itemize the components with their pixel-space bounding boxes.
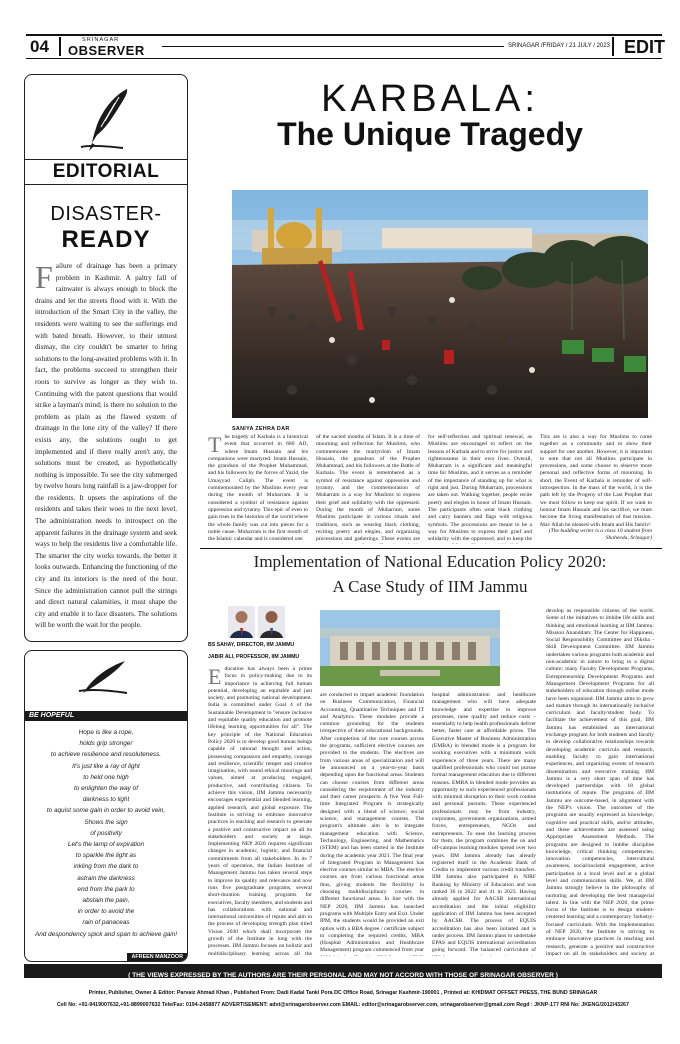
karbala-headline-main: The Unique Tragedy: [277, 116, 583, 152]
poem-line: And despondency spick and span to achieve gain!: [34, 930, 178, 938]
poem-line: end from the park to: [77, 885, 135, 893]
poem-line: It's just like a ray of light: [72, 762, 140, 770]
poem-line: astrain the darkness: [77, 874, 135, 882]
masthead: [26, 34, 666, 60]
karbala-col1: The tragedy of Karbala is a historical event that occurred in 680 AD, where Imam Hussain and his companions were martyred. Imam Hussain, the grandson of the Prophet Muhammad, and his followers by the forces of Yazid, the Umayyad Caliph. The event is commemorated by the Muslims every year during the month of Muharram. It is considered a symbol of resistance against oppression and tyranny. This epic of even to gain rises in the histories of the world where the whole family was cut into pieces for a noble cause. Muharram is the first month of the Islamic calendar and is considered one: [208, 434, 308, 543]
karbala-col2: of the sacred months of Islam. It is a time of mourning and reflection for Muslims, who commemorate the martyrdom of Imam Hussain, the grandson of the Prophet Muhammad, and his followers at the Battle of Karbala. The event is remembered as a symbol of resistance against oppression and tyranny, and the commemoration of Muharram is a way for Muslims to express their grief and solidarity with the oppressed. During the month of Muharram, some Muslims participate in various rituals and traditions, such as wearing black clothing, reciting poetry and elegies, and organizing processions and gatherings. These events are: [316, 434, 420, 543]
poem-label: BE HOPEFUL: [29, 712, 75, 719]
footer-line-1: Printer, Publisher, Owner & Editor: Parvaiz Ahmad Khan , Published From: Dadi Kadal Tanki Pora DC Office Road, Srinagar Kashmir-190001 , Printed at: KHIDMAT OFFSET PRESS, THE BUND SRINAGAR: [88, 990, 598, 996]
nep-col3: hospital administration and healthcare management who will have adequate knowledge and expertise to improve processes, raise quality and reduce costs – essentially to help health professionals deliver better, faster care at affordable prices. The Executive Master of Business Administration (EMBA) in blended mode is a program for working executives with a minimum work experience of three years. There are many qualified professionals who could not pursue formal management education due to different reasons. EMBA in blended mode provides an opportunity to such experienced professionals with minimal disruption to their work routine and personal pursuits. These experienced professionals may be from industry, corporates, government organizations, armed forces, entrepreneurs, NGOs and entrepreneurs. To ease the learning process for them, the program combines the on and off-campus learning modules spread over two years. IIM Jammu already has already registered itself in the Academic Bank of Credits to implement various credit transfers. IIM Jammu also participated in NIRF Ranking by Ministry of Education and was ranked 36 in 2022 and 41 in 2023. Having already applied for AACSB international accreditation and the initial eligibility application of IIM Jammu has been accepted by AACSB. The process of EQUIS accreditation has also been initiated and is under process. IIM Jammu plans to undertake EPAS and EQUIS international accreditation going forward. The balanced curriculum of: [432, 692, 536, 954]
poem-line: Hope is like a rope,: [78, 729, 134, 736]
footer-line-2: Cell No: +91-9419007632,+91-8899007632 Tele/Fax: 0194-2458877 ADVERTISEMENT: advt@srinagarobserver.com EMAIL: editor@srinagarobserver.com, srinagarobserver@gmail.com Regd : JKNP-177 RNI No: JKENG/2012/43267: [57, 1002, 629, 1008]
pen-icon: [75, 85, 135, 153]
editorial-box: [24, 74, 188, 642]
poem-box: [24, 650, 188, 962]
dateline: SRINAGAR /FRIDAY / 21 JULY / 2023: [508, 43, 610, 49]
editorial-label: EDITORIAL: [25, 159, 187, 185]
poem-line: to aquist some gain in order to avoid vein,: [46, 807, 166, 815]
disclaimer-bar: [24, 964, 662, 978]
editorial-drop-cap: F: [35, 261, 53, 295]
section-label: EDIT: [624, 37, 666, 57]
editorial-body: Failure of drainage has been a primary problem in Kashmir. A paltry fall of rainwater is always enough to block the drains and let the streets flood with it. With the introduction of the Smart City in the valley, the residents were waiting to see the sufferings end with bated breath. However, to their utmost dismay, the city couldn't be smarter to bring solutions to the long-awaited problems with it. In fact, the problems succeed to strengthen their roots to survive as longer as they wish to. Continuing with the patent questions that would strike a layman's mind; is there no solution to the problem as plain as the flawed system of drainage in the lone city of the valley? If there exists any, the solutions ought to get implemented and if there really aren't any, the solutions must be created, as hypothetically nothing is impossible. To see the city submerged by twelve hours long rainfall is a jaw-dropper for the residents. It upsets the aspirations of the residents and takes their woes to the next level. The administration needs to introspect on the apparent failures in the drainage system and seek ways to help the residents live a comfortable life. The smarter the city works towards, the better it looks outwards. Enhancing the functioning of the city and its interiors is the need of the hour. Since the administration cannot pull the strings and direct natural calamities, it must shape the city and enable it to face disasters. The solutions will be worth the wait for the people.: [35, 261, 177, 630]
poem-line: in order to avoid the: [77, 908, 135, 916]
poem-line: abstain the pain,: [82, 897, 130, 905]
nep-col2: are conducted to impart academic foundation on Business Communication, Financial Accounting, Quantitative Techniques and IT and Analytics. These modules provide a common grounding for the students irrespective of their educational backgrounds. After completion of the core courses across the programs, sufficient elective courses are provided to the students. The electives are from various areas of specialization and will be announced on a year-to-year basis depending upon the functional areas. Students can choose courses from different areas considering the requirement of the industry and their career prospects. A five Year Full-time Integrated Program is strategically designed with a blend of science, social science, and management courses. The program's ultimate aim is to integrate management education with Science, Technology, Engineering, and Mathematics (STEM) and has been started in the Institute during the academic year 2021. The final year of Integrated Program in Management has elective courses similar to MBA. The elective courses are from various functional areas thus, giving students the flexibility in choosing multidisciplinary courses in different functional areas. In line with the NEP 2020, IIM Jammu has launched programs with Multiple Entry and Exit. Under IPM, the students would be provided an exit option with a BBA degree / certificate subject to completing the required credits. MBA (Hospital Administration and Healthcare Management) program commenced from year: [320, 692, 424, 954]
poem-lines: [29, 727, 183, 940]
poem-line: to sparkle the light as: [75, 852, 137, 860]
nep-author-1: BS SAHAY, DIRECTOR, IIM JAMMU: [208, 642, 295, 648]
brand-top: SRINAGAR: [82, 37, 120, 43]
karbala-col4-text: This are is also a way for Muslims to come together as a community and to show their support for one another. However, it is important to note that not all Muslims participate in processions, and some choose to observe more personal and reflective forms of mourning. In short, the Event of Karbala is reminder of self-introspection. In the mass of the world, it is the path left by the Progeny of the Last Prophet that we must follow to keep our spirit. If we want to honour Imam Hussain and his sacrifice, we must become the living manifestation of that mission. May Allah be pleased with Imam and His family!: [540, 434, 652, 526]
karbala-byline: SANIYA ZEHRA DAR: [232, 426, 290, 432]
brand-name: OBSERVER: [68, 43, 145, 58]
karbala-photo: [232, 190, 648, 418]
page-number: 04: [30, 37, 49, 56]
editorial-title-line2: READY: [61, 226, 151, 253]
nep-author-2: JABIR ALI, PROFESSOR, IIM JAMMU: [208, 654, 300, 660]
poem-line: of positivity: [90, 829, 122, 837]
nep-headline-line1: Implementation of National Education Policy 2020:: [253, 552, 607, 571]
nep-col4: develop as responsible citizens of the world. Some of the initiatives to imbibe life skills and thinking and emotional learning at IIM Jammu: Mission Ananddam: The Center for Happiness, Social Responsibility Committee and Diksha - Skill Development Committee. IIM Jammu undertakes various programs both academic and non-academic in nature to bring in a digital culture; many Faculty Development Programs, Entrepreneurship Development Programs and Management Development Programs for all stakeholders of education through online mode have been organized. IIM Jammu aims to grow and mature through its internationally inclusive curriculum and faculty/student body. To facilitate the achievement of this goal, IIM Jammu has established an international exchange program for both students and faculty to develop collaborative relationships towards developing academic curricula and research, enabling faculty to gain international experiences, and organizing events of research dissemination and executive training. IIM Jammu is a very short span of time has developed partnerships with 18 global institutions of repute. The programs of IIM Jammu are outcome-based, in alignment with the NEP's vision. The outcomes of the programs are usually expressed as knowledge, cognitive and practical skills, and/or attitudes, and these achievements are assessed using Appropriate Assessment Methods. The programs are designed to imbibe discipline knowledge, critical thinking competencies, innovation competencies, intercultural awareness, social/societal engagement, active participation at a local level and at a global level and communication skills. We, at IIM Jammu strongly believe in the philosophy of nurturing and developing the best managerial talent. In line with the NEP 2020, the prime focus of the Institute is to design student-centered learning and a contemporary 'industry-focused' curriculum. With the implementation of NEP 2020, the Institute is striving to embrace innovative practices in teaching and research, generate a positive and constructive impact on all its stakeholders and society at: [546, 608, 654, 956]
poem-line: Shows the sign: [84, 818, 128, 826]
author-photo-1: [228, 606, 255, 638]
karbala-drop-cap: T: [208, 434, 222, 457]
nep-headline-line2: A Case Study of IIM Jammu: [332, 577, 528, 596]
editorial-title-line1: DISASTER-: [50, 203, 162, 225]
nep-drop-cap: E: [208, 666, 222, 689]
poem-author: AFREEN MANZOOR: [127, 953, 187, 961]
iim-photo: [320, 610, 500, 686]
karbala-col3: for self-reflection and spiritual renewal, as Muslims are encouraged to reflect on the lessons of Karbala and to strive for justice and righteousness in their own lives. Overall, Muharram is a significant and meaningful time for Muslims, and it serves as a reminder of the importance of standing up for what is right and just. During Muharram, processions are taken out. Walking together, people recite poetry and elegies in honor of Imam Hussain. The participants often wear black clothing and carry banners and flags with religious symbols. The processions are meant to be a way for Muslims to express their grief and solidarity with the oppressed, and to keep the: [428, 434, 532, 543]
karbala-headline-top: KARBALA:: [321, 78, 539, 120]
quill-icon: [75, 657, 131, 697]
disclaimer-text: ( THE VIEWS EXPRESSED BY THE AUTHORS ARE THEIR PERSONAL AND MAY NOT ACCORD WITH THOSE OF SRINAGAR OBSERVER ): [128, 972, 558, 979]
karbala-note: (The budding writer is a class 10 student from Shaheeda, Srinagar): [548, 528, 652, 542]
poem-line: to enlighten the way of: [74, 785, 138, 793]
poem-line: darkness to light: [82, 796, 130, 804]
poem-line: rain of panaceas: [82, 919, 130, 927]
poem-line: inkling from the dark to: [73, 863, 139, 871]
nep-col1: Education has always been a prime focus in policy-making due to its importance in achieving full human potential, developing an equitable and just society, and promoting national development. India is committed under Goal 4 of the Sustainable Development to "ensure inclusive and equitable quality education and promote lifelong learning opportunities for all". The key principle of the National Education Policy 2020 is to develop good human beings capable of rational thought and action, possessing compassion and empathy, courage and resilience, scientific temper and creative imagination, with sound ethical moorings and values, aimed at producing engaged, productive, and contributing citizens. To achieve this vision, IIM Jammu necessarily encourages experiential and blended learning, applied research, and global exposure. The Institute is striving to embrace innovative practices in teaching and research to generate a positive and constructive impact on all its stakeholders and society at large. Implementing NEP 2020 requires significant changes in academic, logistic, and financial commitments from all stakeholders. In its 7 years of operation, the Indian Institute of Management Jammu has taken several steps to improve its quality and relevance and now runs five postgraduate programs, several short-duration training programs for executives, faculty members, and students and has collaborations with national and international universities of repute and aim in the process of developing strength plan titled Vision 2030 which shall incorporate the growth of the Institute in long with the processes. IIM Jammu focuses on holistic and multidisciplinary learning across all the: [208, 666, 312, 956]
author-photo-2: [258, 606, 285, 638]
poem-line: Let's the lamp of expiration: [67, 841, 145, 849]
karbala-col4: [540, 434, 652, 544]
poem-line: to achieve resilience and resoluteness.: [50, 751, 162, 759]
poem-line: to held one high: [83, 773, 129, 781]
poem-line: holds grip stronger: [79, 740, 133, 748]
